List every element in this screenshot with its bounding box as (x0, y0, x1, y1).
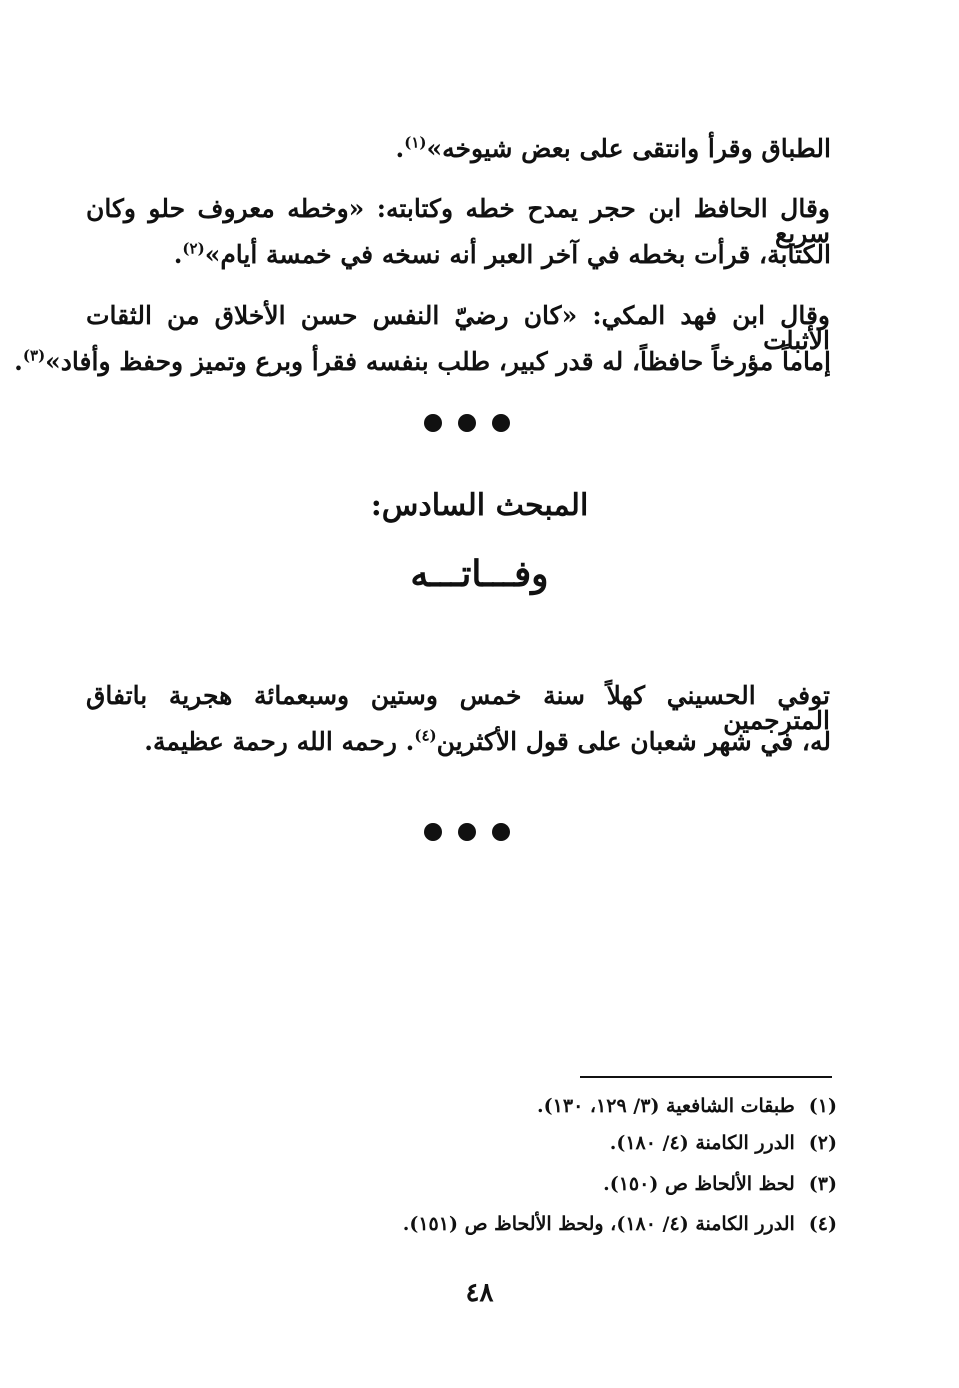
section-separator (424, 414, 510, 432)
footnote-number: (٤) (808, 1213, 837, 1235)
paragraph-text: الطباق وقرأ وانتقى على بعض شيوخه» (426, 134, 831, 163)
footnote-ref-3: (٣) (22, 346, 46, 365)
footnote-text: طبقات الشافعية (٣/ ١٢٩، ١٣٠). (537, 1095, 795, 1117)
footnote-number: (١) (808, 1095, 837, 1117)
paragraph-2-line-1: وقال الحافظ ابن حجر يمدح خطه وكتابته: «وخطه معروف حلو وكان سريع (86, 194, 830, 248)
footnote-number: (٢) (808, 1132, 837, 1154)
punctuation: . (395, 134, 405, 163)
section-separator (424, 823, 510, 841)
separator-dot (492, 414, 510, 432)
section-heading: المبحث السادس: (370, 488, 589, 523)
paragraph-text: . رحمه الله رحمة عظيمة. (144, 727, 415, 756)
punctuation: . (14, 347, 23, 376)
paragraph-3-line-2 (14, 346, 831, 376)
separator-dot (424, 823, 442, 841)
separator-dot (458, 414, 476, 432)
footnote-ref-1: (١) (404, 133, 427, 152)
footnote-text: الدرر الكامنة (٤/ ١٨٠)، ولحظ الألحاظ ص (١٥١). (402, 1213, 795, 1235)
footnote-ref-4: (٤) (414, 726, 437, 745)
footnote-text: لحظ الألحاظ ص (١٥٠). (603, 1173, 795, 1195)
body-line-2 (144, 726, 831, 756)
footnote-rule (580, 1076, 832, 1078)
footnote-number: (٣) (808, 1173, 837, 1195)
separator-dot (492, 823, 510, 841)
paragraph-2-line-2 (173, 239, 831, 269)
punctuation: . (173, 240, 183, 269)
paragraph-1-line-1 (395, 133, 831, 163)
paragraph-3-line-1: وقال ابن فهد المكي: «كان رضيّ النفس حسن الأخلاق من الثقات الأثبات (86, 301, 830, 355)
paragraph-text: إماماً مؤرخاً حافظاً، له قدر كبير، طلب بنفسه فقرأ وبرع وتميز وحفظ وأفاد» (45, 347, 831, 376)
separator-dot (424, 414, 442, 432)
footnote-1 (537, 1097, 837, 1116)
separator-dot (458, 823, 476, 841)
paragraph-text: الكتابة، قرأت بخطه في آخر العبر أنه نسخه في خمسة أيام» (204, 240, 831, 269)
footnote-ref-2: (٢) (182, 239, 205, 258)
footnote-3 (603, 1175, 837, 1194)
footnote-4 (403, 1215, 837, 1234)
footnote-text: الدرر الكامنة (٤/ ١٨٠). (609, 1132, 795, 1154)
body-line-1: توفي الحسيني كهلاً سنة خمس وستين وسبعمائة هجرية باتفاق المترجمين (86, 681, 830, 735)
footnote-2 (610, 1134, 837, 1153)
page-number: ٤٨ (465, 1278, 494, 1308)
section-title: وفـــاتـــه (410, 553, 549, 595)
paragraph-text: له، في شهر شعبان على قول الأكثرين (436, 727, 831, 756)
